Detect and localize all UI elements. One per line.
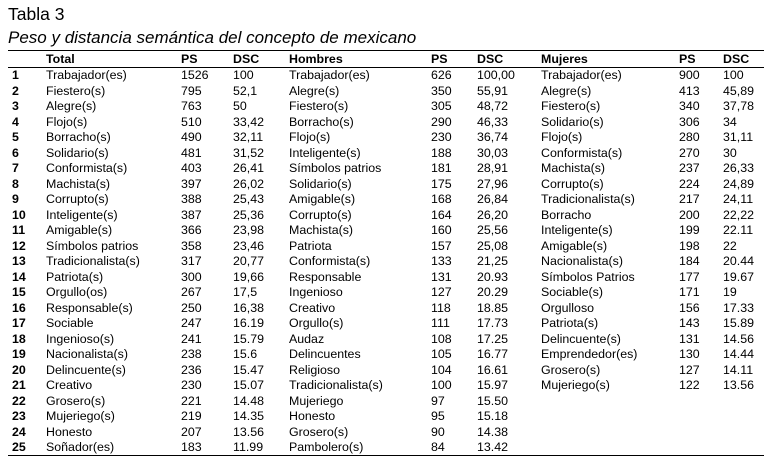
total-term-cell: Grosero(s) bbox=[46, 393, 106, 408]
mujeres-term-cell: Amigable(s) bbox=[541, 238, 608, 253]
header-total: Total bbox=[46, 52, 75, 66]
hombres-term-cell: Pambolero(s) bbox=[289, 440, 364, 454]
hombres-ps-cell: 97 bbox=[431, 393, 445, 408]
mujeres-dsc-cell: 22 bbox=[723, 238, 737, 253]
total-ps-cell: 267 bbox=[181, 285, 202, 299]
table-header-row bbox=[0, 51, 770, 67]
total-ps-cell: 510 bbox=[181, 114, 202, 129]
table-row bbox=[0, 394, 770, 410]
rank-cell: 21 bbox=[12, 378, 26, 392]
total-dsc-cell: 15.47 bbox=[233, 362, 265, 377]
hombres-dsc-cell: 15.50 bbox=[477, 393, 509, 408]
hombres-ps-cell: 111 bbox=[431, 316, 450, 330]
total-term-cell: Fiestero(s) bbox=[46, 83, 106, 98]
total-term-cell: Amigable(s) bbox=[46, 223, 113, 237]
mujeres-dsc-cell: 37,78 bbox=[723, 99, 755, 113]
header-total-ps: PS bbox=[181, 52, 198, 66]
mujeres-ps-cell: 413 bbox=[679, 83, 700, 98]
table-row bbox=[0, 425, 770, 441]
mujeres-dsc-cell: 13.56 bbox=[723, 378, 755, 392]
total-term-cell: Machista(s) bbox=[46, 176, 111, 191]
mujeres-dsc-cell: 19 bbox=[723, 285, 737, 299]
mujeres-ps-cell: 306 bbox=[679, 114, 700, 129]
total-ps-cell: 221 bbox=[181, 393, 202, 408]
mujeres-term-cell: Inteligente(s) bbox=[541, 223, 613, 237]
hombres-term-cell: Tradicionalista(s) bbox=[289, 378, 383, 392]
table-row bbox=[0, 115, 770, 131]
total-term-cell: Borracho(s) bbox=[46, 130, 111, 144]
hombres-ps-cell: 108 bbox=[431, 331, 452, 346]
hombres-ps-cell: 131 bbox=[431, 269, 452, 284]
table-caption: Peso y distancia semántica del concepto de mexicano bbox=[8, 28, 417, 47]
hombres-term-cell: Inteligente(s) bbox=[289, 145, 361, 160]
mujeres-ps-cell: 122 bbox=[679, 378, 700, 392]
header-mujeres-dsc: DSC bbox=[723, 52, 750, 66]
hombres-term-cell: Borracho(s) bbox=[289, 114, 354, 129]
hombres-dsc-cell: 15.18 bbox=[477, 409, 509, 423]
hombres-term-cell: Amigable(s) bbox=[289, 192, 356, 206]
rank-cell: 6 bbox=[12, 145, 19, 160]
total-ps-cell: 238 bbox=[181, 347, 202, 361]
total-term-cell: Creativo bbox=[46, 378, 93, 392]
mujeres-term-cell: Patriota(s) bbox=[541, 316, 599, 330]
hombres-dsc-cell: 27,96 bbox=[477, 176, 509, 191]
total-ps-cell: 247 bbox=[181, 316, 202, 330]
mujeres-ps-cell: 224 bbox=[679, 176, 700, 191]
total-term-cell: Patriota(s) bbox=[46, 269, 104, 284]
mujeres-dsc-cell: 22,22 bbox=[723, 207, 755, 222]
total-ps-cell: 317 bbox=[181, 254, 202, 268]
rank-cell: 11 bbox=[12, 223, 26, 237]
mujeres-dsc-cell: 15.89 bbox=[723, 316, 755, 330]
total-dsc-cell: 11.99 bbox=[233, 440, 264, 454]
hombres-term-cell: Audaz bbox=[289, 331, 325, 346]
mujeres-ps-cell: 177 bbox=[679, 269, 700, 284]
mujeres-ps-cell: 130 bbox=[679, 347, 700, 361]
total-dsc-cell: 26,41 bbox=[233, 161, 265, 175]
mujeres-term-cell: Tradicionalista(s) bbox=[541, 192, 635, 206]
total-dsc-cell: 31,52 bbox=[233, 145, 265, 160]
hombres-dsc-cell: 55,91 bbox=[477, 83, 509, 98]
rank-cell: 23 bbox=[12, 409, 26, 423]
mujeres-dsc-cell: 31,11 bbox=[723, 130, 754, 144]
total-term-cell: Soñador(es) bbox=[46, 440, 115, 454]
rank-cell: 16 bbox=[12, 300, 26, 315]
total-dsc-cell: 50 bbox=[233, 99, 247, 113]
total-ps-cell: 403 bbox=[181, 161, 202, 175]
mujeres-dsc-cell: 14.11 bbox=[723, 362, 754, 377]
header-hombres-ps: PS bbox=[431, 52, 448, 66]
total-ps-cell: 481 bbox=[181, 145, 202, 160]
mujeres-term-cell: Trabajador(es) bbox=[541, 68, 622, 82]
table-row bbox=[0, 130, 770, 146]
hombres-ps-cell: 133 bbox=[431, 254, 452, 268]
hombres-term-cell: Ingenioso bbox=[289, 285, 343, 299]
rank-cell: 1 bbox=[12, 68, 19, 82]
total-ps-cell: 236 bbox=[181, 362, 202, 377]
table-row bbox=[0, 270, 770, 286]
hombres-term-cell: Alegre(s) bbox=[289, 83, 340, 98]
hombres-dsc-cell: 48,72 bbox=[477, 99, 509, 113]
total-dsc-cell: 15.79 bbox=[233, 331, 265, 346]
total-ps-cell: 219 bbox=[181, 409, 202, 423]
table-row bbox=[0, 192, 770, 208]
hombres-ps-cell: 175 bbox=[431, 176, 452, 191]
total-term-cell: Sociable bbox=[46, 316, 94, 330]
table-row bbox=[0, 301, 770, 317]
hombres-ps-cell: 160 bbox=[431, 223, 452, 237]
hombres-ps-cell: 230 bbox=[431, 130, 452, 144]
mujeres-ps-cell: 200 bbox=[679, 207, 700, 222]
hombres-dsc-cell: 18.85 bbox=[477, 300, 509, 315]
hombres-term-cell: Responsable bbox=[289, 269, 362, 284]
hombres-term-cell: Orgullo(s) bbox=[289, 316, 344, 330]
total-dsc-cell: 26,02 bbox=[233, 176, 265, 191]
rank-cell: 15 bbox=[12, 285, 26, 299]
hombres-dsc-cell: 17.73 bbox=[477, 316, 509, 330]
hombres-term-cell: Mujeriego bbox=[289, 393, 344, 408]
table-row bbox=[0, 285, 770, 301]
hombres-ps-cell: 100 bbox=[431, 378, 452, 392]
total-dsc-cell: 33,42 bbox=[233, 114, 265, 129]
hombres-dsc-cell: 25,08 bbox=[477, 238, 509, 253]
hombres-ps-cell: 168 bbox=[431, 192, 452, 206]
mujeres-dsc-cell: 14.56 bbox=[723, 331, 755, 346]
total-ps-cell: 250 bbox=[181, 300, 202, 315]
table-row bbox=[0, 332, 770, 348]
total-term-cell: Mujeriego(s) bbox=[46, 409, 115, 423]
hombres-dsc-cell: 20.29 bbox=[477, 285, 509, 299]
hombres-dsc-cell: 14.38 bbox=[477, 424, 509, 439]
mujeres-term-cell: Mujeriego(s) bbox=[541, 378, 610, 392]
rank-cell: 5 bbox=[12, 130, 19, 144]
mujeres-ps-cell: 184 bbox=[679, 254, 700, 268]
total-ps-cell: 490 bbox=[181, 130, 202, 144]
total-term-cell: Corrupto(s) bbox=[46, 192, 109, 206]
mujeres-dsc-cell: 19.67 bbox=[723, 269, 755, 284]
total-ps-cell: 183 bbox=[181, 440, 202, 454]
mujeres-ps-cell: 131 bbox=[679, 331, 700, 346]
table-row bbox=[0, 378, 770, 394]
mujeres-term-cell: Flojo(s) bbox=[541, 130, 583, 144]
total-dsc-cell: 23,98 bbox=[233, 223, 265, 237]
mujeres-ps-cell: 143 bbox=[679, 316, 700, 330]
hombres-dsc-cell: 100,00 bbox=[477, 68, 515, 82]
hombres-ps-cell: 105 bbox=[431, 347, 452, 361]
hombres-term-cell: Machista(s) bbox=[289, 223, 354, 237]
mujeres-dsc-cell: 34 bbox=[723, 114, 737, 129]
total-ps-cell: 207 bbox=[181, 424, 202, 439]
total-term-cell: Solidario(s) bbox=[46, 145, 109, 160]
hombres-ps-cell: 290 bbox=[431, 114, 452, 129]
total-term-cell: Nacionalista(s) bbox=[46, 347, 128, 361]
mujeres-dsc-cell: 20.44 bbox=[723, 254, 755, 268]
mujeres-term-cell: Conformista(s) bbox=[541, 145, 623, 160]
table-row bbox=[0, 161, 770, 177]
rank-cell: 14 bbox=[12, 269, 26, 284]
hombres-term-cell: Honesto bbox=[289, 409, 336, 423]
total-dsc-cell: 25,43 bbox=[233, 192, 265, 206]
total-ps-cell: 763 bbox=[181, 99, 202, 113]
mujeres-dsc-cell: 14.44 bbox=[723, 347, 755, 361]
hombres-term-cell: Delincuentes bbox=[289, 347, 361, 361]
mujeres-term-cell: Nacionalista(s) bbox=[541, 254, 623, 268]
mujeres-term-cell: Machista(s) bbox=[541, 161, 606, 175]
rank-cell: 7 bbox=[12, 161, 19, 175]
mujeres-ps-cell: 199 bbox=[679, 223, 700, 237]
mujeres-dsc-cell: 22.11 bbox=[723, 223, 754, 237]
hombres-term-cell: Trabajador(es) bbox=[289, 68, 370, 82]
hombres-dsc-cell: 36,74 bbox=[477, 130, 509, 144]
mujeres-ps-cell: 237 bbox=[679, 161, 700, 175]
hombres-dsc-cell: 16.61 bbox=[477, 362, 509, 377]
mujeres-term-cell: Borracho bbox=[541, 207, 592, 222]
rank-cell: 22 bbox=[12, 393, 26, 408]
hombres-ps-cell: 305 bbox=[431, 99, 452, 113]
total-term-cell: Inteligente(s) bbox=[46, 207, 118, 222]
mujeres-dsc-cell: 45,89 bbox=[723, 83, 755, 98]
data-table bbox=[0, 51, 770, 455]
hombres-term-cell: Símbolos patrios bbox=[289, 161, 382, 175]
mujeres-dsc-cell: 100 bbox=[723, 68, 744, 82]
hombres-ps-cell: 84 bbox=[431, 440, 445, 454]
header-hombres: Hombres bbox=[289, 52, 343, 66]
total-dsc-cell: 14.35 bbox=[233, 409, 265, 423]
total-dsc-cell: 25,36 bbox=[233, 207, 265, 222]
mujeres-term-cell: Corrupto(s) bbox=[541, 176, 604, 191]
header-mujeres: Mujeres bbox=[541, 52, 588, 66]
total-dsc-cell: 15.07 bbox=[233, 378, 265, 392]
mujeres-term-cell: Fiestero(s) bbox=[541, 99, 601, 113]
hombres-term-cell: Religioso bbox=[289, 362, 340, 377]
hombres-ps-cell: 118 bbox=[431, 300, 451, 315]
total-dsc-cell: 15.6 bbox=[233, 347, 258, 361]
mujeres-dsc-cell: 26,33 bbox=[723, 161, 755, 175]
mujeres-term-cell: Delincuente(s) bbox=[541, 331, 621, 346]
total-term-cell: Conformista(s) bbox=[46, 161, 128, 175]
hombres-term-cell: Conformista(s) bbox=[289, 254, 371, 268]
hombres-dsc-cell: 20.93 bbox=[477, 269, 509, 284]
table-row bbox=[0, 239, 770, 255]
rank-cell: 3 bbox=[12, 99, 19, 113]
hombres-dsc-cell: 17.25 bbox=[477, 331, 509, 346]
table-label: Tabla 3 bbox=[8, 4, 65, 24]
header-mujeres-ps: PS bbox=[679, 52, 696, 66]
rank-cell: 20 bbox=[12, 362, 26, 377]
total-term-cell: Honesto bbox=[46, 424, 93, 439]
rank-cell: 18 bbox=[12, 331, 26, 346]
mujeres-ps-cell: 270 bbox=[679, 145, 700, 160]
total-ps-cell: 358 bbox=[181, 238, 202, 253]
total-term-cell: Orgullo(os) bbox=[46, 285, 108, 299]
total-dsc-cell: 13.56 bbox=[233, 424, 265, 439]
rank-cell: 25 bbox=[12, 440, 26, 454]
hombres-term-cell: Corrupto(s) bbox=[289, 207, 352, 222]
hombres-dsc-cell: 46,33 bbox=[477, 114, 509, 129]
mujeres-term-cell: Sociable(s) bbox=[541, 285, 603, 299]
table-row bbox=[0, 208, 770, 224]
total-ps-cell: 241 bbox=[181, 331, 202, 346]
hombres-term-cell: Flojo(s) bbox=[289, 130, 331, 144]
mujeres-term-cell: Solidario(s) bbox=[541, 114, 604, 129]
mujeres-ps-cell: 280 bbox=[679, 130, 700, 144]
hombres-dsc-cell: 21,25 bbox=[477, 254, 509, 268]
rank-cell: 19 bbox=[12, 347, 26, 361]
hombres-dsc-cell: 30,03 bbox=[477, 145, 509, 160]
mujeres-ps-cell: 198 bbox=[679, 238, 700, 253]
total-term-cell: Tradicionalista(s) bbox=[46, 254, 140, 268]
rank-cell: 4 bbox=[12, 114, 19, 129]
hombres-dsc-cell: 26,84 bbox=[477, 192, 509, 206]
hombres-ps-cell: 157 bbox=[431, 238, 452, 253]
header-hombres-dsc: DSC bbox=[477, 52, 504, 66]
mujeres-dsc-cell: 30 bbox=[723, 145, 737, 160]
hombres-ps-cell: 188 bbox=[431, 145, 452, 160]
hombres-dsc-cell: 26,20 bbox=[477, 207, 509, 222]
total-term-cell: Responsable(s) bbox=[46, 300, 133, 315]
hombres-ps-cell: 90 bbox=[431, 424, 445, 439]
total-ps-cell: 795 bbox=[181, 83, 202, 98]
hombres-term-cell: Solidario(s) bbox=[289, 176, 352, 191]
total-ps-cell: 300 bbox=[181, 269, 202, 284]
total-dsc-cell: 52,1 bbox=[233, 83, 258, 98]
rank-cell: 17 bbox=[12, 316, 26, 330]
table-row bbox=[0, 440, 770, 456]
hombres-ps-cell: 104 bbox=[431, 362, 452, 377]
rank-cell: 8 bbox=[12, 176, 19, 191]
mujeres-term-cell: Emprendedor(es) bbox=[541, 347, 638, 361]
total-dsc-cell: 14.48 bbox=[233, 393, 265, 408]
total-dsc-cell: 16.19 bbox=[233, 316, 265, 330]
hombres-ps-cell: 164 bbox=[431, 207, 452, 222]
hombres-ps-cell: 626 bbox=[431, 68, 452, 82]
total-term-cell: Símbolos patrios bbox=[46, 238, 139, 253]
hombres-ps-cell: 95 bbox=[431, 409, 445, 423]
table-row bbox=[0, 254, 770, 270]
total-dsc-cell: 19,66 bbox=[233, 269, 265, 284]
table-row bbox=[0, 363, 770, 379]
rank-cell: 9 bbox=[12, 192, 19, 206]
rank-cell: 13 bbox=[12, 254, 26, 268]
total-dsc-cell: 20,77 bbox=[233, 254, 265, 268]
total-term-cell: Trabajador(es) bbox=[46, 68, 127, 82]
hombres-ps-cell: 127 bbox=[431, 285, 452, 299]
table-row bbox=[0, 316, 770, 332]
mujeres-ps-cell: 127 bbox=[679, 362, 700, 377]
mujeres-dsc-cell: 24,11 bbox=[723, 192, 754, 206]
hombres-dsc-cell: 16.77 bbox=[477, 347, 509, 361]
hombres-ps-cell: 350 bbox=[431, 83, 452, 98]
hombres-dsc-cell: 28,91 bbox=[477, 161, 509, 175]
table-row bbox=[0, 409, 770, 425]
total-ps-cell: 366 bbox=[181, 223, 202, 237]
table-row bbox=[0, 84, 770, 100]
mujeres-dsc-cell: 17.33 bbox=[723, 300, 755, 315]
table-row bbox=[0, 347, 770, 363]
total-ps-cell: 397 bbox=[181, 176, 202, 191]
rank-cell: 10 bbox=[12, 207, 26, 222]
hombres-ps-cell: 181 bbox=[431, 161, 452, 175]
table-row bbox=[0, 223, 770, 239]
mujeres-ps-cell: 900 bbox=[679, 68, 700, 82]
table-row bbox=[0, 177, 770, 193]
hombres-term-cell: Fiestero(s) bbox=[289, 99, 349, 113]
total-ps-cell: 387 bbox=[181, 207, 202, 222]
header-total-dsc: DSC bbox=[233, 52, 260, 66]
rank-cell: 2 bbox=[12, 83, 19, 98]
mujeres-ps-cell: 217 bbox=[679, 192, 700, 206]
mujeres-ps-cell: 156 bbox=[679, 300, 700, 315]
total-dsc-cell: 23,46 bbox=[233, 238, 265, 253]
hombres-dsc-cell: 13.42 bbox=[477, 440, 509, 454]
mujeres-ps-cell: 171 bbox=[679, 285, 700, 299]
table-row bbox=[0, 68, 770, 84]
hombres-dsc-cell: 25,56 bbox=[477, 223, 509, 237]
total-ps-cell: 388 bbox=[181, 192, 202, 206]
rank-cell: 24 bbox=[12, 424, 26, 439]
mujeres-ps-cell: 340 bbox=[679, 99, 700, 113]
mujeres-term-cell: Orgulloso bbox=[541, 300, 595, 315]
total-dsc-cell: 17,5 bbox=[233, 285, 258, 299]
hombres-term-cell: Patriota bbox=[289, 238, 332, 253]
total-term-cell: Ingenioso(s) bbox=[46, 331, 115, 346]
table-row bbox=[0, 99, 770, 115]
hombres-term-cell: Grosero(s) bbox=[289, 424, 349, 439]
mujeres-term-cell: Símbolos Patrios bbox=[541, 269, 635, 284]
total-term-cell: Delincuente(s) bbox=[46, 362, 126, 377]
total-term-cell: Flojo(s) bbox=[46, 114, 88, 129]
mujeres-term-cell: Alegre(s) bbox=[541, 83, 592, 98]
mujeres-term-cell: Grosero(s) bbox=[541, 362, 601, 377]
total-dsc-cell: 32,11 bbox=[233, 130, 264, 144]
mujeres-dsc-cell: 24,89 bbox=[723, 176, 755, 191]
total-term-cell: Alegre(s) bbox=[46, 99, 97, 113]
total-ps-cell: 1526 bbox=[181, 68, 209, 82]
rank-cell: 12 bbox=[12, 238, 26, 253]
total-dsc-cell: 16,38 bbox=[233, 300, 265, 315]
hombres-dsc-cell: 15.97 bbox=[477, 378, 509, 392]
table-row bbox=[0, 146, 770, 162]
total-dsc-cell: 100 bbox=[233, 68, 254, 82]
hombres-term-cell: Creativo bbox=[289, 300, 336, 315]
total-ps-cell: 230 bbox=[181, 378, 202, 392]
